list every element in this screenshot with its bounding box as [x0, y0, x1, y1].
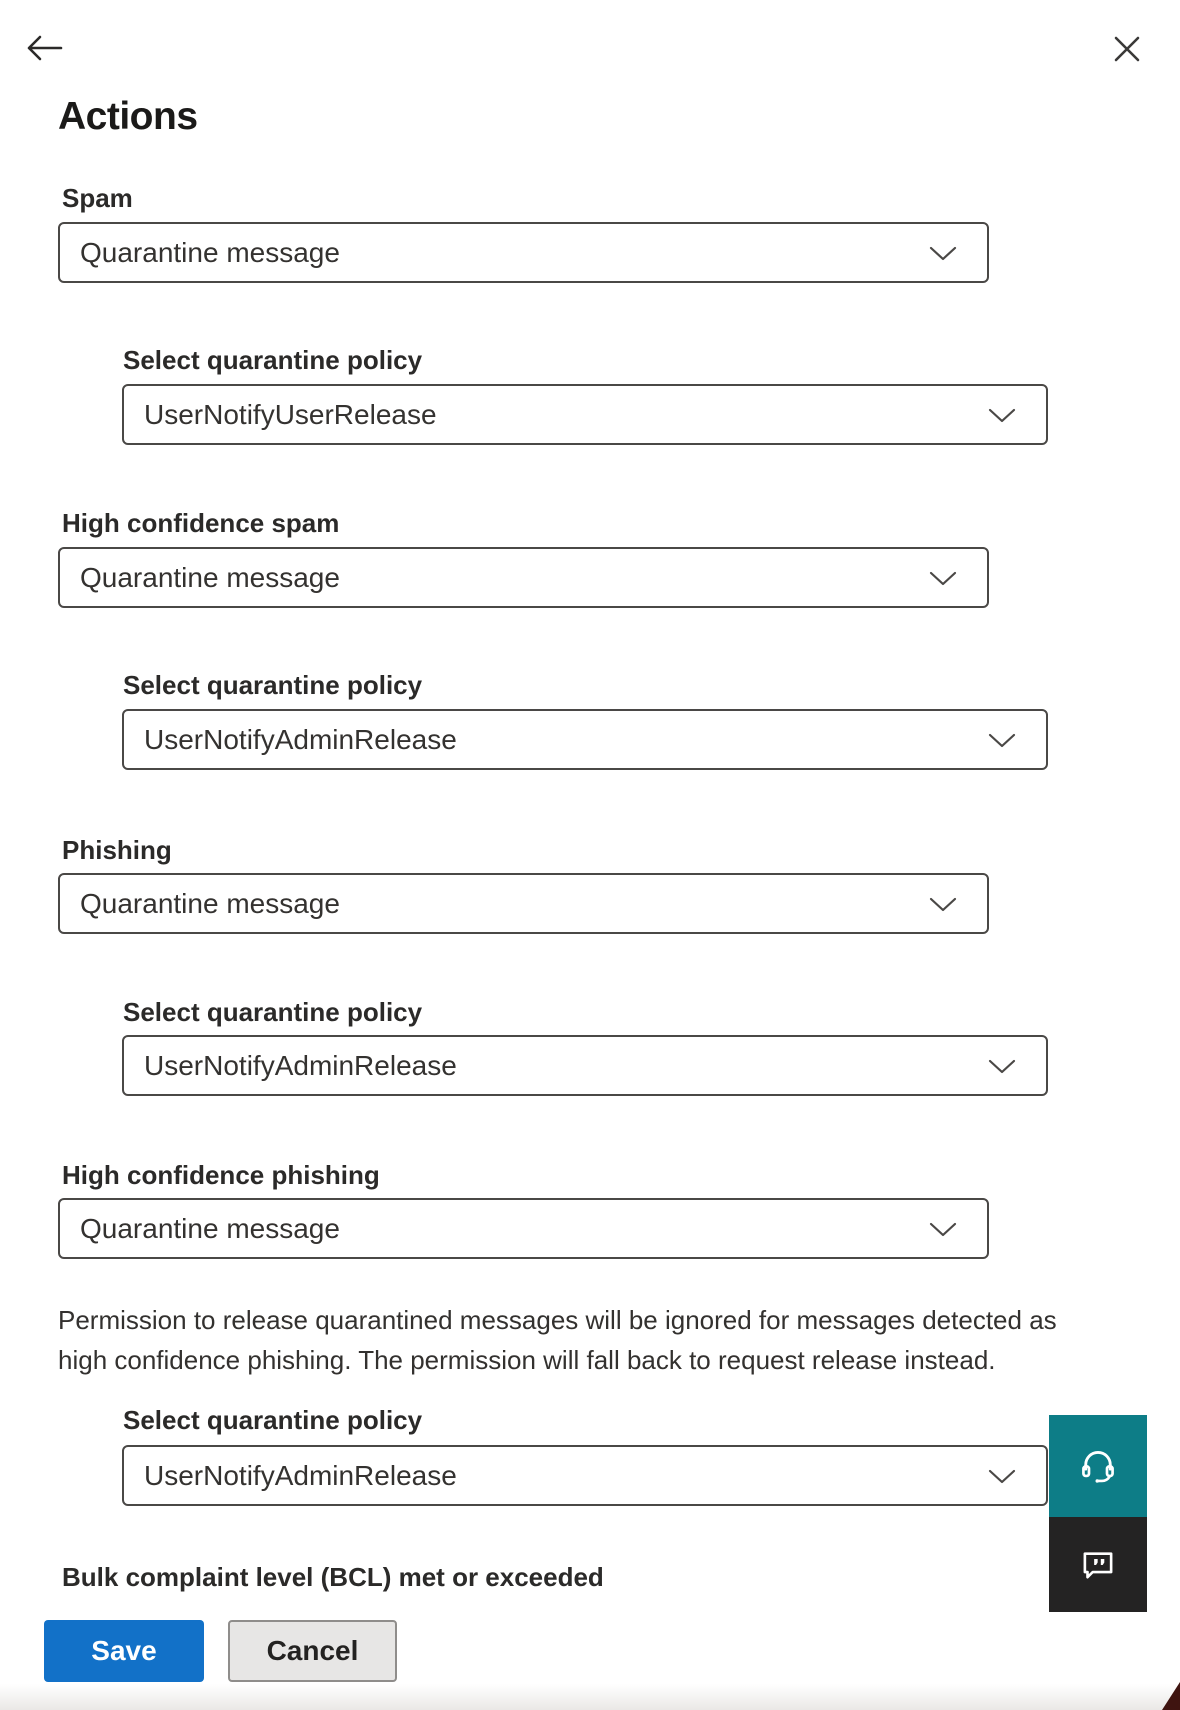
page-title: Actions — [58, 95, 198, 138]
chevron-down-icon — [988, 733, 1016, 748]
hcp-quarantine-policy-label: Select quarantine policy — [123, 1405, 423, 1435]
phishing-quarantine-policy-dropdown[interactable] — [122, 1035, 1048, 1096]
hcp-permission-note: Permission to release quarantined messages will be ignored for messages detected as high confidence phishing. The permission will fall back to request release instead. — [58, 1305, 1057, 1375]
support-button[interactable] — [1049, 1415, 1147, 1517]
phishing-action-dropdown[interactable] — [58, 873, 989, 934]
hcs-quarantine-policy-label: Select quarantine policy — [123, 670, 423, 700]
headset-icon — [1075, 1443, 1121, 1489]
hcs-quarantine-policy-dropdown[interactable] — [122, 709, 1048, 770]
high-confidence-phishing-label: High confidence phishing — [62, 1160, 380, 1190]
bulk-complaint-level-label: Bulk complaint level (BCL) met or exceeded — [62, 1562, 604, 1592]
chevron-down-icon — [988, 1469, 1016, 1484]
dropdown-value: UserNotifyUserRelease — [144, 398, 437, 430]
back-button[interactable] — [24, 26, 68, 70]
dropdown-value: Quarantine message — [80, 236, 340, 268]
close-icon — [1110, 32, 1154, 66]
hcp-quarantine-policy-dropdown[interactable] — [122, 1445, 1048, 1506]
chat-icon — [1077, 1544, 1119, 1586]
high-confidence-spam-action-dropdown[interactable] — [58, 547, 989, 608]
spam-quarantine-policy-dropdown[interactable] — [122, 384, 1048, 445]
dropdown-value: UserNotifyAdminRelease — [144, 1459, 457, 1491]
dropdown-value: UserNotifyAdminRelease — [144, 1049, 457, 1081]
chevron-down-icon — [988, 1059, 1016, 1074]
phishing-label: Phishing — [62, 835, 172, 865]
chevron-down-icon — [988, 408, 1016, 423]
spam-label: Spam — [62, 183, 133, 213]
chevron-down-icon — [929, 1222, 957, 1237]
dropdown-value: Quarantine message — [80, 1212, 340, 1244]
high-confidence-phishing-action-dropdown[interactable] — [58, 1198, 989, 1259]
arrow-left-icon — [24, 32, 68, 64]
dropdown-value: Quarantine message — [80, 561, 340, 593]
cancel-button[interactable]: Cancel — [228, 1620, 397, 1682]
chevron-down-icon — [929, 246, 957, 261]
footer-gradient — [0, 1684, 1180, 1710]
feedback-button[interactable] — [1049, 1517, 1147, 1612]
close-button[interactable] — [1110, 27, 1154, 71]
spam-action-dropdown[interactable] — [58, 222, 989, 283]
dropdown-value: UserNotifyAdminRelease — [144, 723, 457, 755]
high-confidence-spam-label: High confidence spam — [62, 508, 340, 538]
spam-quarantine-policy-label: Select quarantine policy — [123, 345, 423, 375]
save-button[interactable]: Save — [44, 1620, 204, 1682]
chevron-down-icon — [929, 571, 957, 586]
chevron-down-icon — [929, 897, 957, 912]
phishing-quarantine-policy-label: Select quarantine policy — [123, 997, 423, 1027]
dropdown-value: Quarantine message — [80, 887, 340, 919]
